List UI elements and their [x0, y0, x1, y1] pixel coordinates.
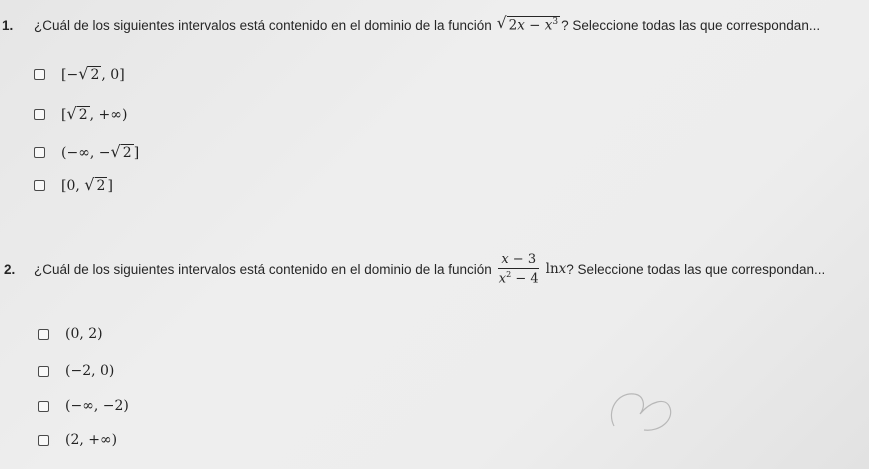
pencil-scribble [600, 380, 680, 440]
question-2-formula: $\frac{x - 3}{x^2 - 4}$ ln x [498, 252, 567, 287]
q1-option-4-label: [0, √ 2 ] [61, 175, 113, 194]
q1-option-4[interactable] [34, 177, 113, 194]
q1-option-1[interactable] [34, 66, 125, 83]
q1-option-1-checkbox[interactable] [34, 69, 45, 80]
q2-option-2-checkbox[interactable] [38, 366, 49, 377]
question-1-text-after: ? Seleccione todas las que correspondan... [561, 17, 821, 33]
question-2-text-before: ¿Cuál de los siguientes intervalos está contenido en el dominio de la función [34, 261, 492, 277]
q1-option-2-checkbox[interactable] [34, 109, 45, 120]
question-1-number: 1. [2, 17, 14, 33]
q1-option-3-checkbox[interactable] [34, 147, 45, 158]
q2-option-3-label: (−∞, −2) [65, 398, 129, 414]
question-1-formula: √ $2x - x^3$ [496, 14, 559, 34]
q2-option-2-label: (−2, 0) [65, 363, 115, 379]
q1-option-1-label: [− √ 2 , 0] [61, 64, 125, 83]
question-1-text-before: ¿Cuál de los siguientes intervalos está contenido en el dominio de la función [34, 17, 492, 33]
q2-option-1-label: (0, 2) [65, 326, 103, 342]
question-2-prompt [0, 252, 825, 286]
q2-option-4-checkbox[interactable] [38, 435, 49, 446]
q2-option-3[interactable] [38, 398, 129, 414]
q2-option-1-checkbox[interactable] [38, 329, 49, 340]
q2-option-3-checkbox[interactable] [38, 401, 49, 412]
question-1-prompt [0, 16, 820, 34]
q2-option-2[interactable] [38, 363, 114, 379]
q1-option-2-label: [ √ 2 , +∞) [61, 104, 128, 123]
q2-option-4-label: (2, +∞) [65, 432, 118, 448]
question-2-number: 2. [4, 261, 16, 277]
q1-option-3[interactable] [34, 144, 139, 161]
q1-option-4-checkbox[interactable] [34, 180, 45, 191]
q1-option-3-label: (−∞, − √ 2 ] [61, 142, 140, 161]
q1-option-2[interactable] [34, 106, 127, 123]
q2-option-4[interactable] [38, 432, 117, 448]
question-2-text-after: ? Seleccione todas las que correspondan... [566, 261, 826, 277]
q2-option-1[interactable] [38, 326, 103, 342]
